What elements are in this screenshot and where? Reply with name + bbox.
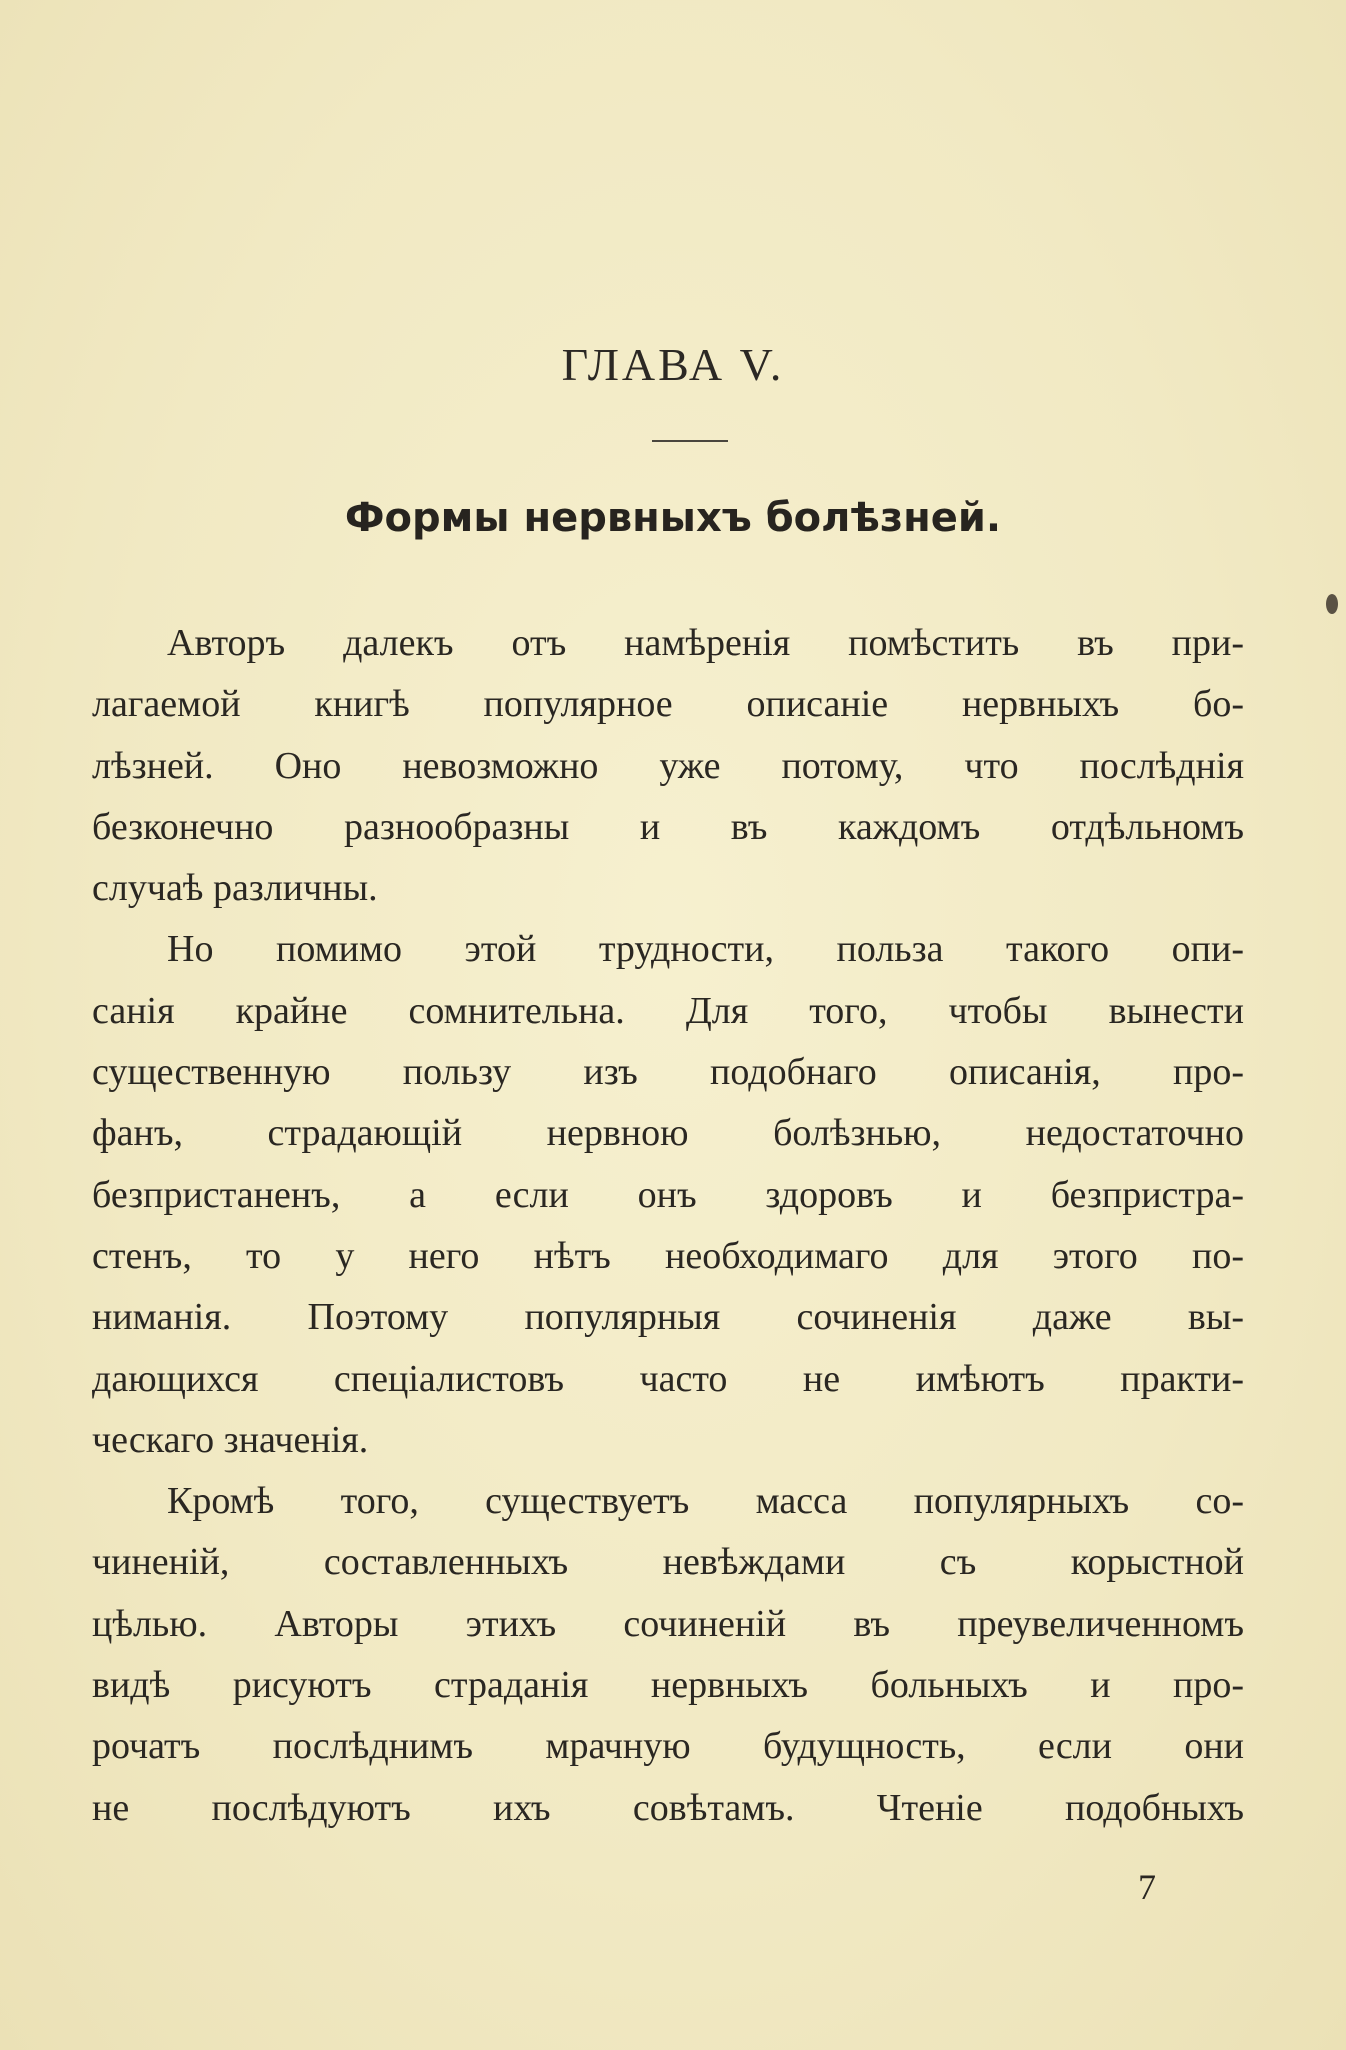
text-line: дающихся спеціалистовъ часто не имѣютъ практи-	[92, 1357, 1244, 1400]
text-line: Кромѣ того, существуетъ масса популярныхъ со-	[167, 1480, 1244, 1523]
chapter-heading: ГЛАВА V.	[561, 339, 785, 390]
text-line: стенъ, то у него нѣтъ необходимаго для этого по-	[92, 1234, 1244, 1277]
text-line: безконечно разнообразны и въ каждомъ отдѣльномъ	[92, 805, 1244, 848]
chapter-title: Формы нервныхъ болѣзней.	[344, 495, 1002, 541]
text-line: видѣ рисуютъ страданія нервныхъ больныхъ и про-	[92, 1664, 1244, 1707]
text-line: фанъ, страдающій нервною болѣзнью, недостаточно	[92, 1112, 1244, 1155]
text-line: существенную пользу изъ подобнаго описанія, про-	[92, 1051, 1244, 1094]
heading-rule	[652, 440, 728, 442]
text-line: Но помимо этой трудности, польза такого опи-	[167, 928, 1244, 971]
text-line: рочатъ послѣднимъ мрачную будущность, если они	[92, 1725, 1244, 1768]
text-line: лѣзней. Оно невозможно уже потому, что послѣднія	[92, 744, 1244, 787]
text-line: лагаемой книгѣ популярное описаніе нервныхъ бо-	[92, 683, 1244, 726]
text-line: безпристаненъ, а если онъ здоровъ и безпристра-	[92, 1173, 1244, 1216]
text-line: санія крайне сомнительна. Для того, чтобы вынести	[92, 989, 1244, 1032]
text-line: чиненій, составленныхъ невѣждами съ корыстной	[92, 1541, 1244, 1584]
text-line: случаѣ различны.	[92, 867, 378, 910]
text-line: ниманія. Поэтому популярныя сочиненія даже вы-	[92, 1296, 1244, 1339]
ink-spot	[1326, 594, 1338, 614]
page-number: 7	[1138, 1867, 1156, 1907]
text-line: ческаго значенія.	[92, 1418, 369, 1461]
text-line: Авторъ далекъ отъ намѣренія помѣстить въ при-	[167, 622, 1244, 664]
text-line: не послѣдуютъ ихъ совѣтамъ. Чтеніе подобныхъ	[92, 1786, 1244, 1829]
text-line: цѣлью. Авторы этихъ сочиненій въ преувеличенномъ	[92, 1602, 1244, 1645]
body-text	[92, 613, 1244, 1839]
